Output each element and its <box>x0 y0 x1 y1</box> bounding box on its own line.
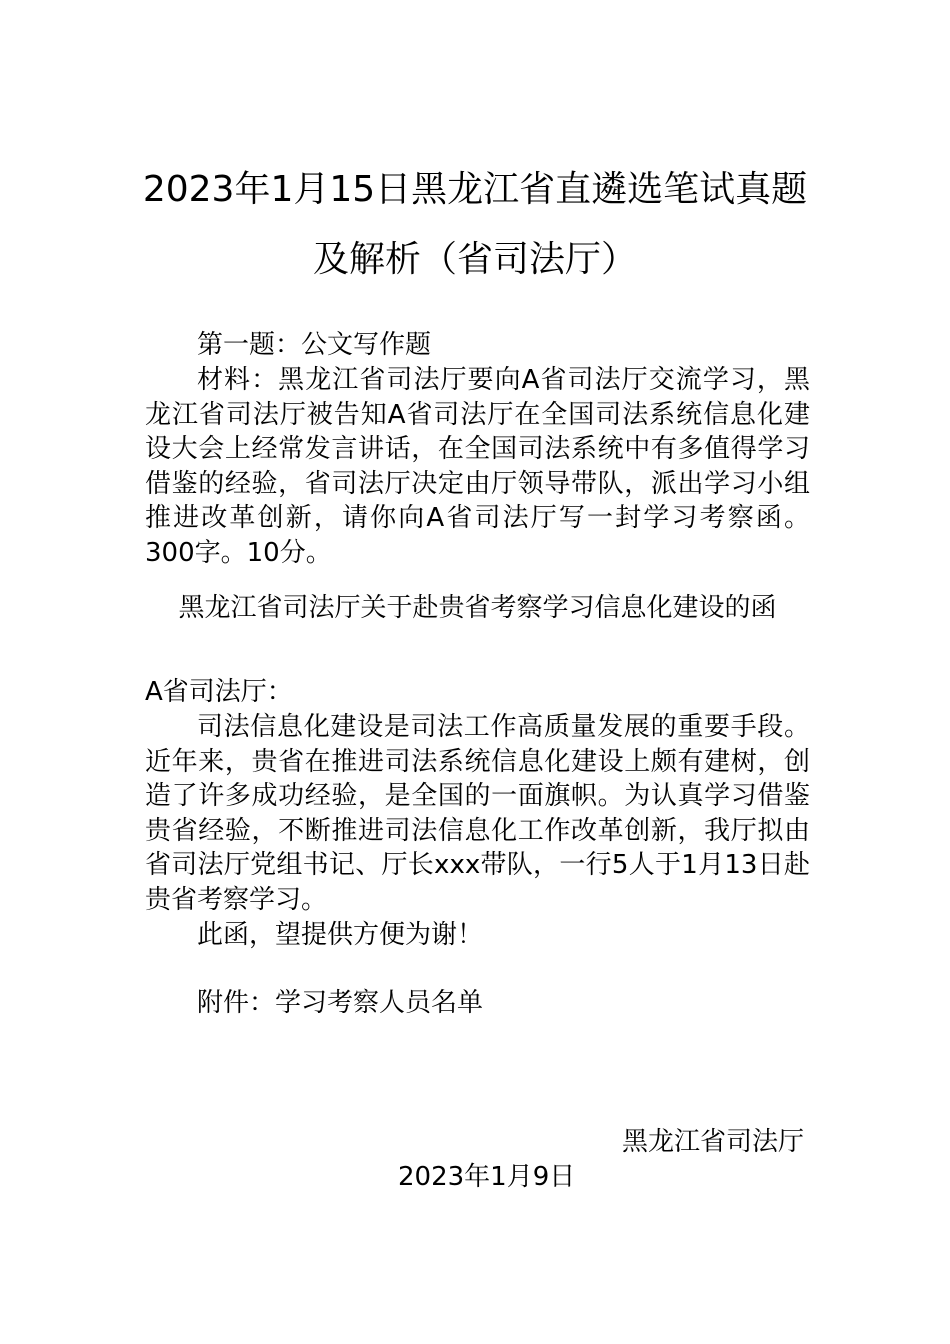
question-heading: 第一题：公文写作题 <box>197 330 432 360</box>
letter-closing: 此函，望提供方便为谢！ <box>197 920 484 950</box>
document-title-line-2: 及解析（省司法厅） <box>312 239 637 280</box>
material-paragraph: 材料：黑龙江省司法厅要向A省司法厅交流学习，黑龙江省司法厅被告知A省司法厅在全国司法系统信息化建设大会上经常发言讲话，在全国司法系统中有多值得学习借鉴的经验，省司法厅决定由厅领导带队，派出学习小组推进改革创新，请你向A省司法厅写一封学习考察函。300字。10分。 <box>145 365 810 568</box>
letter-signer: 黑龙江省司法厅 <box>622 1127 805 1157</box>
document-title-line-1: 2023年1月15日黑龙江省直遴选笔试真题 <box>142 169 808 210</box>
letter-salutation: A省司法厅： <box>145 677 293 707</box>
letter-date: 2023年1月9日 <box>398 1162 576 1192</box>
letter-title: 黑龙江省司法厅关于赴贵省考察学习信息化建设的函 <box>178 593 777 623</box>
letter-attachment: 附件：学习考察人员名单 <box>197 988 484 1018</box>
letter-body-paragraph: 司法信息化建设是司法工作高质量发展的重要手段。近年来，贵省在推进司法系统信息化建设上颇有建树，创造了许多成功经验，是全国的一面旗帜。为认真学习借鉴贵省经验，不断推进司法信息化工作改革创新，我厅拟由省司法厅党组书记、厅长xxx带队，一行5人于1月13日赴贵省考察学习。 <box>145 712 810 915</box>
